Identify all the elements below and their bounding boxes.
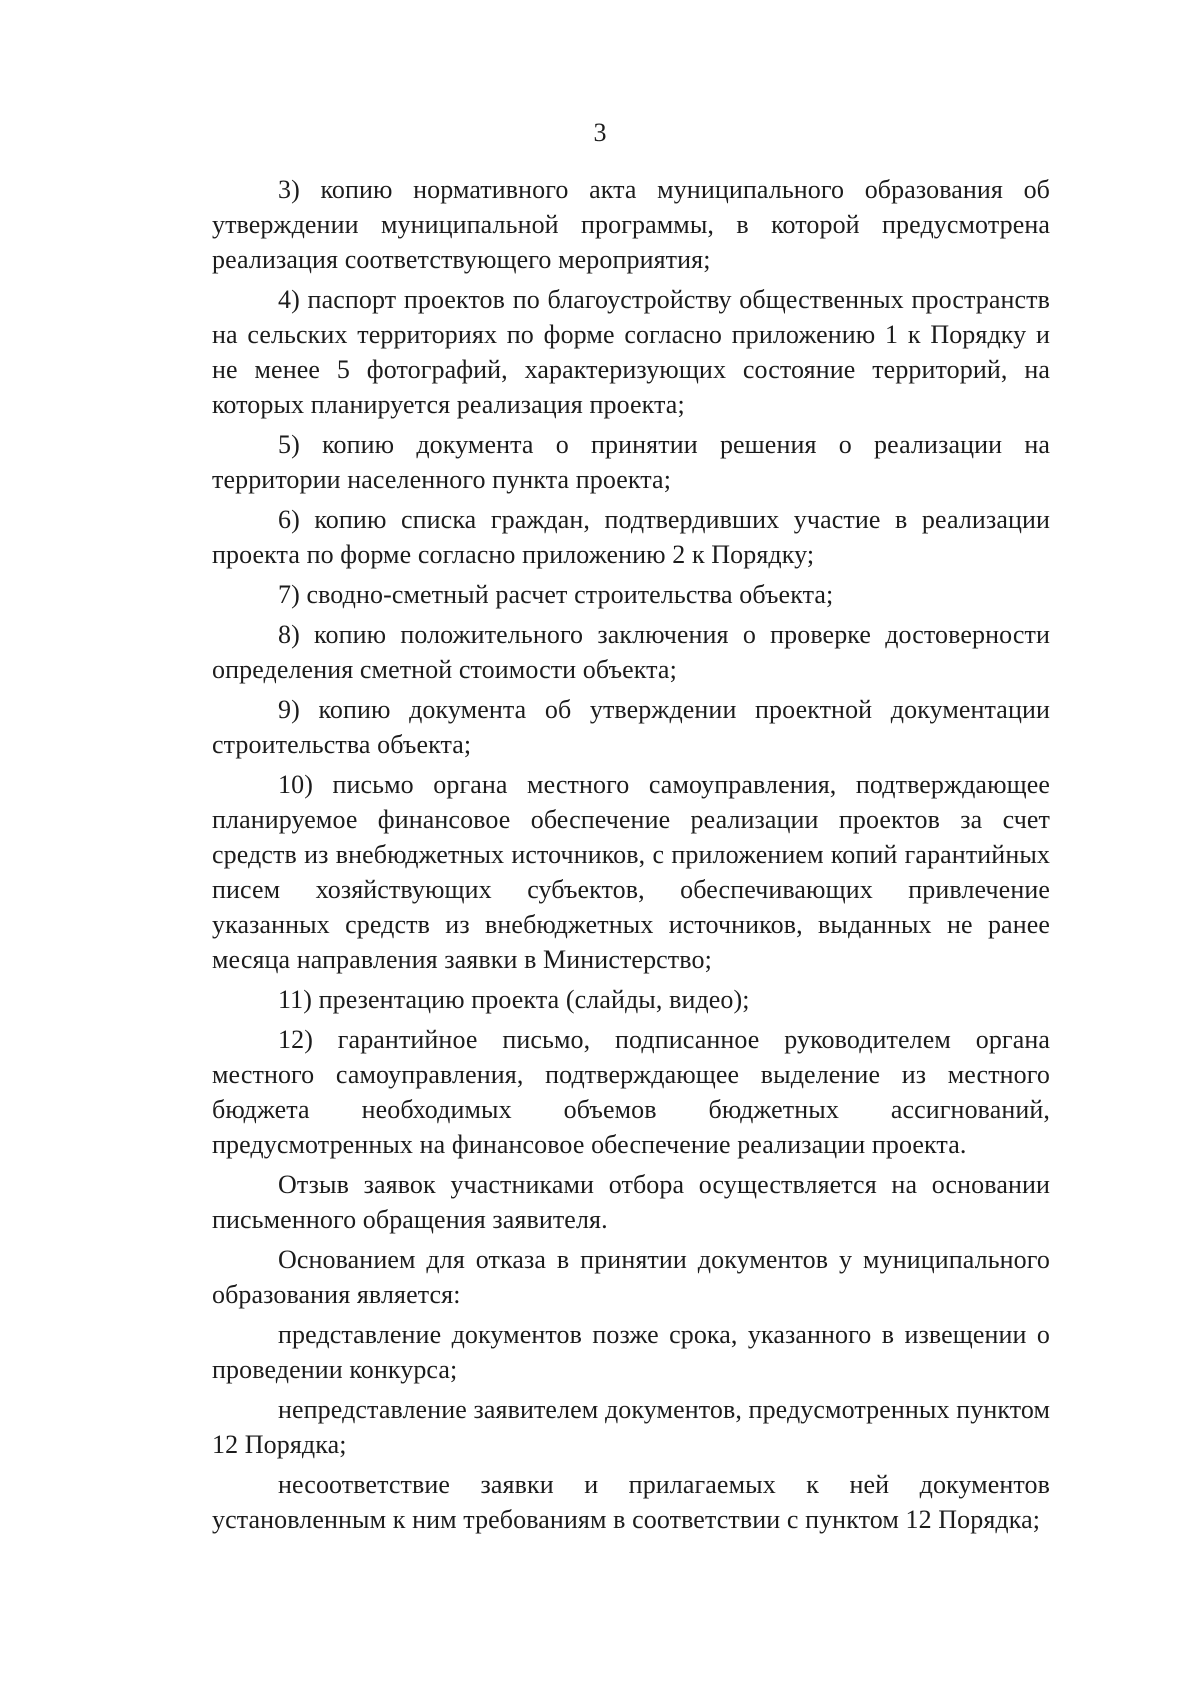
document-body — [212, 172, 1050, 1542]
list-item-7: 7) сводно-сметный расчет строительства объекта; — [278, 580, 834, 609]
list-item-12: 12) гарантийное письмо, подписанное руководителем органа местного самоуправления, подтверждающее выделение из местного бюджета необходимых объемов бюджетных ассигнований, предусмотренных на финансовое обеспечение реализации проекта. — [212, 1025, 1050, 1159]
refusal-ground-3: несоответствие заявки и прилагаемых к ней документов установленным к ним требованиям в соответствии с пунктом 12 Порядка; — [212, 1470, 1050, 1534]
refusal-ground-2: непредставление заявителем документов, предусмотренных пунктом 12 Порядка; — [212, 1395, 1050, 1459]
refusal-ground-1: представление документов позже срока, указанного в извещении о проведении конкурса; — [212, 1320, 1050, 1384]
list-item-3: 3) копию нормативного акта муниципального образования об утверждении муниципальной программы, в которой предусмотрена реализация соответствующего мероприятия; — [212, 175, 1050, 274]
page-number: 3 — [593, 118, 607, 147]
list-item-9: 9) копию документа об утверждении проектной документации строительства объекта; — [212, 695, 1050, 759]
refusal-intro-paragraph: Основанием для отказа в принятии документов у муниципального образования является: — [212, 1245, 1050, 1309]
list-item-10: 10) письмо органа местного самоуправления, подтверждающее планируемое финансовое обеспечение реализации проектов за счет средств из внебюджетных источников, с приложением копий гарантийных писем хозяйствующих субъектов, обеспечивающих привлечение указанных средств из внебюджетных источников, выданных не ранее месяца направления заявки в Министерство; — [212, 770, 1050, 974]
list-item-6: 6) копию списка граждан, подтвердивших участие в реализации проекта по форме согласно приложению 2 к Порядку; — [212, 505, 1050, 569]
list-item-4: 4) паспорт проектов по благоустройству общественных пространств на сельских территориях по форме согласно приложению 1 к Порядку и не менее 5 фотографий, характеризующих состояние территорий, на которых планируется реализация проекта; — [212, 285, 1050, 419]
withdrawal-paragraph: Отзыв заявок участниками отбора осуществляется на основании письменного обращения заявителя. — [212, 1170, 1050, 1234]
list-item-11: 11) презентацию проекта (слайды, видео); — [278, 985, 750, 1014]
list-item-8: 8) копию положительного заключения о проверке достоверности определения сметной стоимости объекта; — [212, 620, 1050, 684]
list-item-5: 5) копию документа о принятии решения о реализации на территории населенного пункта проекта; — [212, 430, 1050, 494]
